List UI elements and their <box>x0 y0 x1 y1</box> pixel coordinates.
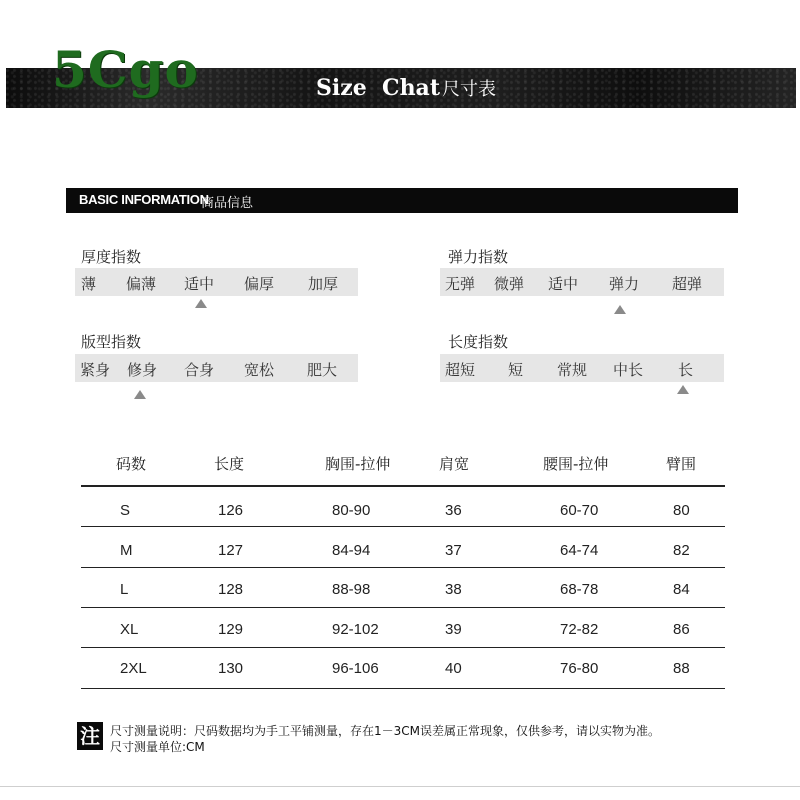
fit-option: 合身 <box>184 361 215 379</box>
section-header-zh: 商品信息 <box>201 196 254 211</box>
column-header: 长度 <box>214 455 245 473</box>
table-cell: L <box>120 581 129 598</box>
column-header: 肩宽 <box>439 455 470 473</box>
elasticity-option: 适中 <box>548 275 579 293</box>
length-option: 长 <box>678 361 694 379</box>
table-cell: 84-94 <box>332 542 371 559</box>
thickness-index-title: 厚度指数 <box>81 248 142 266</box>
column-header: 腰围-拉伸 <box>543 455 609 473</box>
elasticity-index-scale <box>440 268 724 296</box>
table-cell: 40 <box>445 660 462 677</box>
thickness-option: 薄 <box>81 275 97 293</box>
table-cell: M <box>120 542 133 559</box>
table-cell: 68-78 <box>560 581 599 598</box>
length-index-title: 长度指数 <box>448 333 509 351</box>
length-option: 短 <box>508 361 524 379</box>
fit-option: 修身 <box>127 361 158 379</box>
page-title-zh: 尺寸表 <box>441 79 496 100</box>
column-header: 码数 <box>116 455 147 473</box>
table-header-divider <box>81 485 725 487</box>
table-cell: 96-106 <box>332 660 379 677</box>
elasticity-option: 超弹 <box>672 275 703 293</box>
table-cell: 92-102 <box>332 621 379 638</box>
thickness-option: 适中 <box>184 275 215 293</box>
elasticity-option: 弹力 <box>609 275 640 293</box>
length-option: 超短 <box>445 361 476 379</box>
footer-divider <box>0 786 800 787</box>
table-cell: 39 <box>445 621 462 638</box>
table-cell: 37 <box>445 542 462 559</box>
table-cell: 2XL <box>120 660 147 677</box>
row-divider <box>81 526 725 527</box>
table-cell: 86 <box>673 621 690 638</box>
fit-index-title: 版型指数 <box>81 333 142 351</box>
fit-option: 紧身 <box>80 361 111 379</box>
table-cell: 60-70 <box>560 502 599 519</box>
section-header-basic-info <box>66 188 738 213</box>
length-selected-marker <box>677 385 689 394</box>
elasticity-selected-marker <box>614 305 626 314</box>
table-cell: 127 <box>218 542 244 559</box>
note-badge: 注 <box>77 722 103 750</box>
elasticity-index-title: 弹力指数 <box>448 248 509 266</box>
table-cell: 130 <box>218 660 244 677</box>
page-title-en: Size Chat <box>316 75 440 101</box>
page-title <box>316 73 496 105</box>
table-cell: 126 <box>218 502 244 519</box>
thickness-option: 加厚 <box>308 275 339 293</box>
row-divider <box>81 647 725 648</box>
fit-option: 肥大 <box>307 361 338 379</box>
thickness-selected-marker <box>195 299 207 308</box>
brand-logo: 5Cgo <box>52 40 199 99</box>
fit-option: 宽松 <box>244 361 275 379</box>
table-cell: 64-74 <box>560 542 599 559</box>
thickness-option: 偏薄 <box>126 275 157 293</box>
column-header: 臂围 <box>666 455 697 473</box>
thickness-option: 偏厚 <box>244 275 275 293</box>
fit-index-scale <box>75 354 358 382</box>
table-cell: 36 <box>445 502 462 519</box>
elasticity-option: 无弹 <box>445 275 476 293</box>
length-option: 常规 <box>557 361 588 379</box>
table-cell: S <box>120 502 131 519</box>
length-option: 中长 <box>613 361 644 379</box>
table-cell: XL <box>120 621 139 638</box>
table-cell: 128 <box>218 581 244 598</box>
table-cell: 84 <box>673 581 690 598</box>
elasticity-option: 微弹 <box>494 275 525 293</box>
fit-selected-marker <box>134 390 146 399</box>
table-cell: 82 <box>673 542 690 559</box>
table-cell: 38 <box>445 581 462 598</box>
table-cell: 80 <box>673 502 690 519</box>
note-line-1: 尺寸测量说明：尺码数据均为手工平铺测量，存在1－3CM误差属正常现象，仅供参考，请以实物为准。 <box>110 724 661 738</box>
column-header: 胸围-拉伸 <box>325 455 391 473</box>
length-index-scale <box>440 354 724 382</box>
table-cell: 80-90 <box>332 502 371 519</box>
row-divider <box>81 567 725 568</box>
section-header-en: BASIC INFORMATION <box>79 192 209 207</box>
table-cell: 88-98 <box>332 581 371 598</box>
table-cell: 76-80 <box>560 660 599 677</box>
table-cell: 88 <box>673 660 690 677</box>
row-divider <box>81 607 725 608</box>
table-cell: 129 <box>218 621 244 638</box>
row-divider <box>81 688 725 689</box>
table-cell: 72-82 <box>560 621 599 638</box>
note-line-2: 尺寸测量单位:CM <box>110 740 205 754</box>
thickness-index-scale <box>75 268 358 296</box>
